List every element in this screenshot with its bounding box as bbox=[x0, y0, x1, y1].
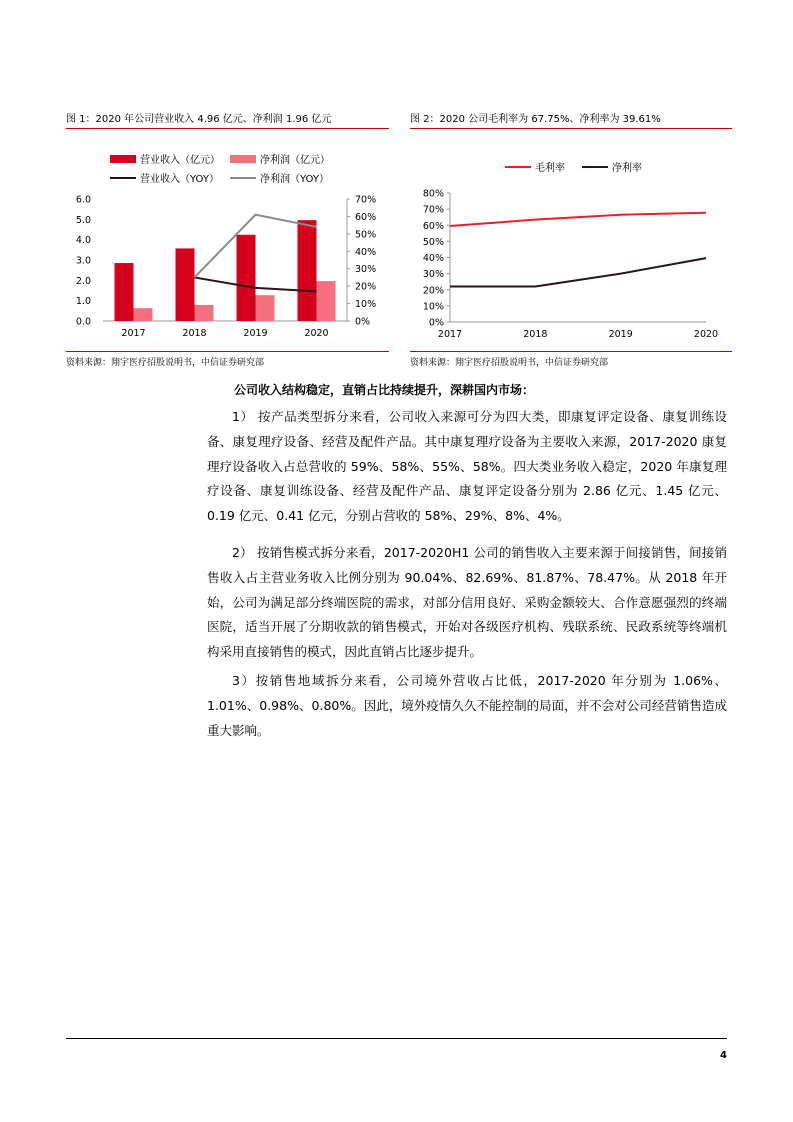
y-tick-label: 50% bbox=[422, 236, 444, 248]
right-tick-label: 20% bbox=[355, 281, 377, 293]
right-tick-label: 30% bbox=[355, 264, 377, 276]
profit-bar-2018 bbox=[195, 305, 214, 321]
profit-bar-2020 bbox=[317, 281, 336, 321]
right-tick-label: 40% bbox=[355, 246, 377, 258]
left-tick-label: 6.0 bbox=[75, 194, 91, 206]
revenue-bar-2020 bbox=[298, 220, 317, 321]
revenue-bar-2018 bbox=[176, 248, 195, 321]
profit-bar-2019 bbox=[256, 295, 275, 321]
left-tick-label: 4.0 bbox=[75, 235, 91, 247]
legend-label-0: 毛利率 bbox=[535, 163, 565, 174]
x-tick-label: 2019 bbox=[608, 329, 633, 340]
y-tick-label: 60% bbox=[422, 220, 444, 232]
left-tick-label: 0.0 bbox=[75, 316, 91, 328]
legend-swatch-0 bbox=[110, 155, 136, 163]
legend-label-0: 营业收入（亿元） bbox=[140, 155, 220, 166]
right-tick-label: 70% bbox=[355, 194, 377, 206]
y-tick-label: 30% bbox=[422, 269, 444, 281]
x-tick-label: 2018 bbox=[182, 328, 207, 339]
revenue-profit-chart bbox=[66, 129, 389, 347]
x-tick-label: 2019 bbox=[243, 328, 268, 339]
figure-2-source: 资料来源：翔宇医疗招股说明书，中信证券研究部 bbox=[410, 351, 732, 368]
page-number: 4 bbox=[720, 1050, 727, 1061]
legend-label-1: 净利率 bbox=[612, 163, 642, 174]
left-tick-label: 3.0 bbox=[75, 255, 91, 267]
left-tick-label: 2.0 bbox=[75, 275, 91, 287]
footer-divider bbox=[66, 1038, 727, 1039]
figure-1-source: 资料来源：翔宇医疗招股说明书，中信证券研究部 bbox=[66, 351, 389, 368]
right-tick-label: 50% bbox=[355, 229, 377, 241]
y-tick-label: 10% bbox=[422, 301, 444, 313]
figure-2-title: 图 2：2020 公司毛利率为 67.75%、净利率为 39.61% bbox=[410, 110, 732, 129]
paragraph-1: 1） 按产品类型拆分来看，公司收入来源可分为四大类，即康复评定设备、康复训练设备、康复理疗设备、经营及配件产品。其中康复理疗设备为主要收入来源，2017-2020 康复理疗设备收入占总营收的 59%、58%、55%、58%。四大类业务收入稳定，2020 年康复理疗设备、康复训练设备、经营及配件产品、康复评定设备分别为 2.86 亿元、1.45 亿元、0.19 亿元、0.41 亿元，分别占营收的 58%、29%、8%、4%。 bbox=[207, 409, 727, 524]
x-tick-label: 2020 bbox=[304, 328, 329, 339]
y-tick-label: 40% bbox=[422, 253, 444, 264]
x-tick-label: 2018 bbox=[523, 329, 548, 340]
y-tick-label: 70% bbox=[422, 204, 444, 216]
legend-swatch-1 bbox=[230, 155, 256, 163]
right-tick-label: 0% bbox=[355, 316, 371, 328]
y-tick-label: 80% bbox=[422, 188, 444, 200]
margin-chart bbox=[410, 129, 732, 347]
paragraph-3: 3）按销售地域拆分来看，公司境外营收占比低，2017-2020 年分别为 1.06%、1.01%、0.98%、0.80%。因此，境外疫情久久不能控制的局面，并不会对公司经营销售造成重大影响。 bbox=[207, 673, 727, 738]
revenue-bar-2019 bbox=[237, 235, 256, 321]
x-tick-label: 2020 bbox=[693, 329, 719, 340]
left-tick-label: 5.0 bbox=[75, 214, 91, 226]
legend-label-2: 营业收入（YOY） bbox=[140, 174, 219, 185]
legend-label-1: 净利润（亿元） bbox=[260, 155, 330, 166]
gross-margin-line bbox=[450, 213, 706, 226]
section-heading: 公司收入结构稳定，直销占比持续提升，深耕国内市场： bbox=[234, 383, 535, 397]
net-margin-line bbox=[450, 258, 706, 286]
left-tick-label: 1.0 bbox=[75, 296, 91, 308]
legend-label-3: 净利润（YOY） bbox=[260, 174, 329, 185]
right-tick-label: 60% bbox=[355, 211, 377, 223]
revenue-bar-2017 bbox=[115, 263, 134, 321]
profit-bar-2017 bbox=[134, 308, 153, 321]
y-tick-label: 0% bbox=[428, 317, 444, 329]
right-tick-label: 10% bbox=[355, 299, 377, 311]
y-tick-label: 20% bbox=[422, 285, 444, 297]
figure-2 bbox=[410, 110, 732, 368]
paragraph-2: 2） 按销售模式拆分来看，2017-2020H1 公司的销售收入主要来源于间接销售，间接销售收入占主营业务收入比例分别为 90.04%、82.69%、81.87%、78.47%。从 2018 年开始，公司为满足部分终端医院的需求，对部分信用良好、采购金额较大、合作意愿强烈的终端医院，适当开展了分期收款的销售模式，开始对各级医疗机构、残联系统、民政系统等终端机构采用直接销售的模式，因此直销占比逐步提升。 bbox=[207, 545, 727, 660]
figure-1 bbox=[66, 110, 389, 368]
figure-1-title: 图 1：2020 年公司营业收入 4.96 亿元、净利润 1.96 亿元 bbox=[66, 110, 389, 129]
x-tick-label: 2017 bbox=[437, 329, 463, 340]
x-tick-label: 2017 bbox=[121, 328, 146, 339]
